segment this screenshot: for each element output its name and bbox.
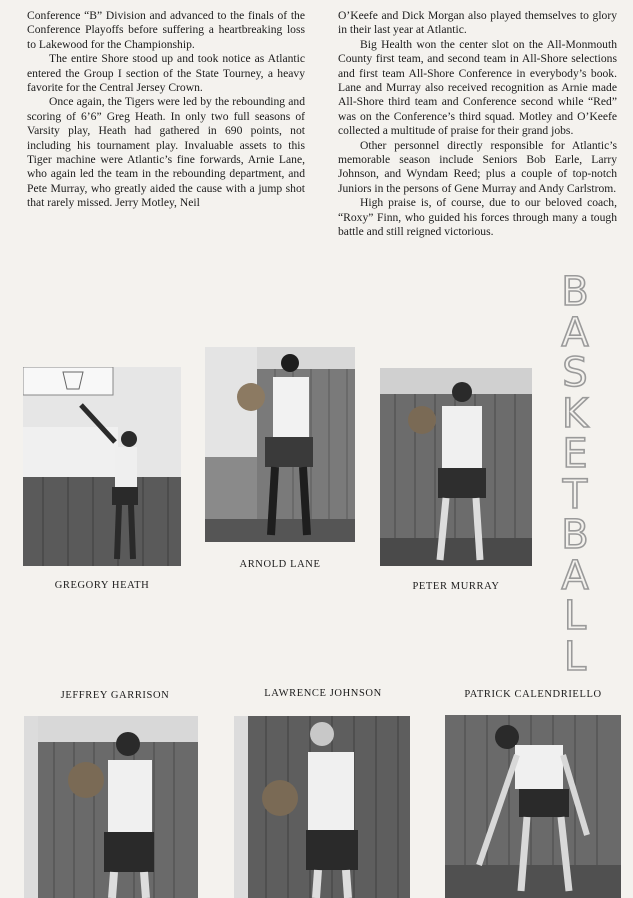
article-paragraph: Big Health won the center slot on the All-Monmouth County first team, and second team in All-Shore selections and first team All-Shore Conference in everybody’s book. Lane and Murray also received recognition as Arnie made All-Shore third team and Conference second while “Red” was on the Conference’s third squad. Motley and O’Keefe collected a multitude of praise for their grand jobs. <box>338 37 617 138</box>
article-paragraph: O’Keefe and Dick Morgan also played themselves to glory in their last year at Atlantic. <box>338 9 617 37</box>
article-right-column <box>338 9 617 240</box>
article-paragraph: The entire Shore stood up and took notice as Atlantic entered the Group I section of the State Tourney, a heavy favorite for the Central Jersey Crown. <box>27 52 305 95</box>
title-letter: B <box>561 269 589 315</box>
title-letter: E <box>562 431 588 477</box>
player-photo-lane <box>205 347 355 542</box>
title-letter: K <box>561 390 589 437</box>
player-caption: PETER MURRAY <box>412 581 500 592</box>
title-letter: B <box>561 512 589 558</box>
title-letter: L <box>563 593 587 639</box>
player-caption: LAWRENCE JOHNSON <box>264 688 382 699</box>
article-paragraph: Once again, the Tigers were led by the rebounding and scoring of 6’6” Greg Heath. In only two full seasons of Varsity play, Heath had gathered in 690 points, not including his tournament play. Invaluable assets to this Tiger machine were Atlantic’s fine forwards, Arnie Lane, who again led the team in the rebounding department, and Pete Murray, who greatly aided the cause with a jump shot that rarely missed. Jerry Motley, Neil <box>27 95 305 210</box>
player-photo-murray <box>380 368 532 566</box>
vertical-section-title <box>545 269 605 680</box>
title-letter: T <box>562 471 588 518</box>
player-photo-johnson <box>234 716 410 898</box>
article-paragraph: Other personnel directly responsible for Atlantic’s memorable season include Seniors Bob Earle, Larry Johnson, and Wyndam Reed; plus a couple of top-notch Juniors in the persons of Gene Murray and Andy Carlstrom. <box>338 138 617 195</box>
title-letter: L <box>563 633 587 680</box>
title-letter: A <box>561 552 589 599</box>
player-photo-calendriello <box>445 715 621 898</box>
title-letter: A <box>561 309 589 356</box>
player-caption: JEFFREY GARRISON <box>60 690 170 701</box>
title-letter: S <box>562 350 588 396</box>
article-left-column <box>27 9 305 211</box>
article-paragraph: High praise is, of course, due to our beloved coach, “Roxy” Finn, who guided his forces through many a tough battle and still reigned victorious. <box>338 196 617 239</box>
article-paragraph: Conference “B” Division and advanced to the finals of the Conference Playoffs before suffering a heartbreaking loss to Lakewood for the Championship. <box>27 9 305 51</box>
player-photo-garrison <box>24 716 198 898</box>
player-photo-heath <box>23 367 181 566</box>
player-caption: PATRICK CALENDRIELLO <box>464 689 602 700</box>
player-caption: ARNOLD LANE <box>239 559 321 570</box>
player-caption: GREGORY HEATH <box>54 580 150 591</box>
